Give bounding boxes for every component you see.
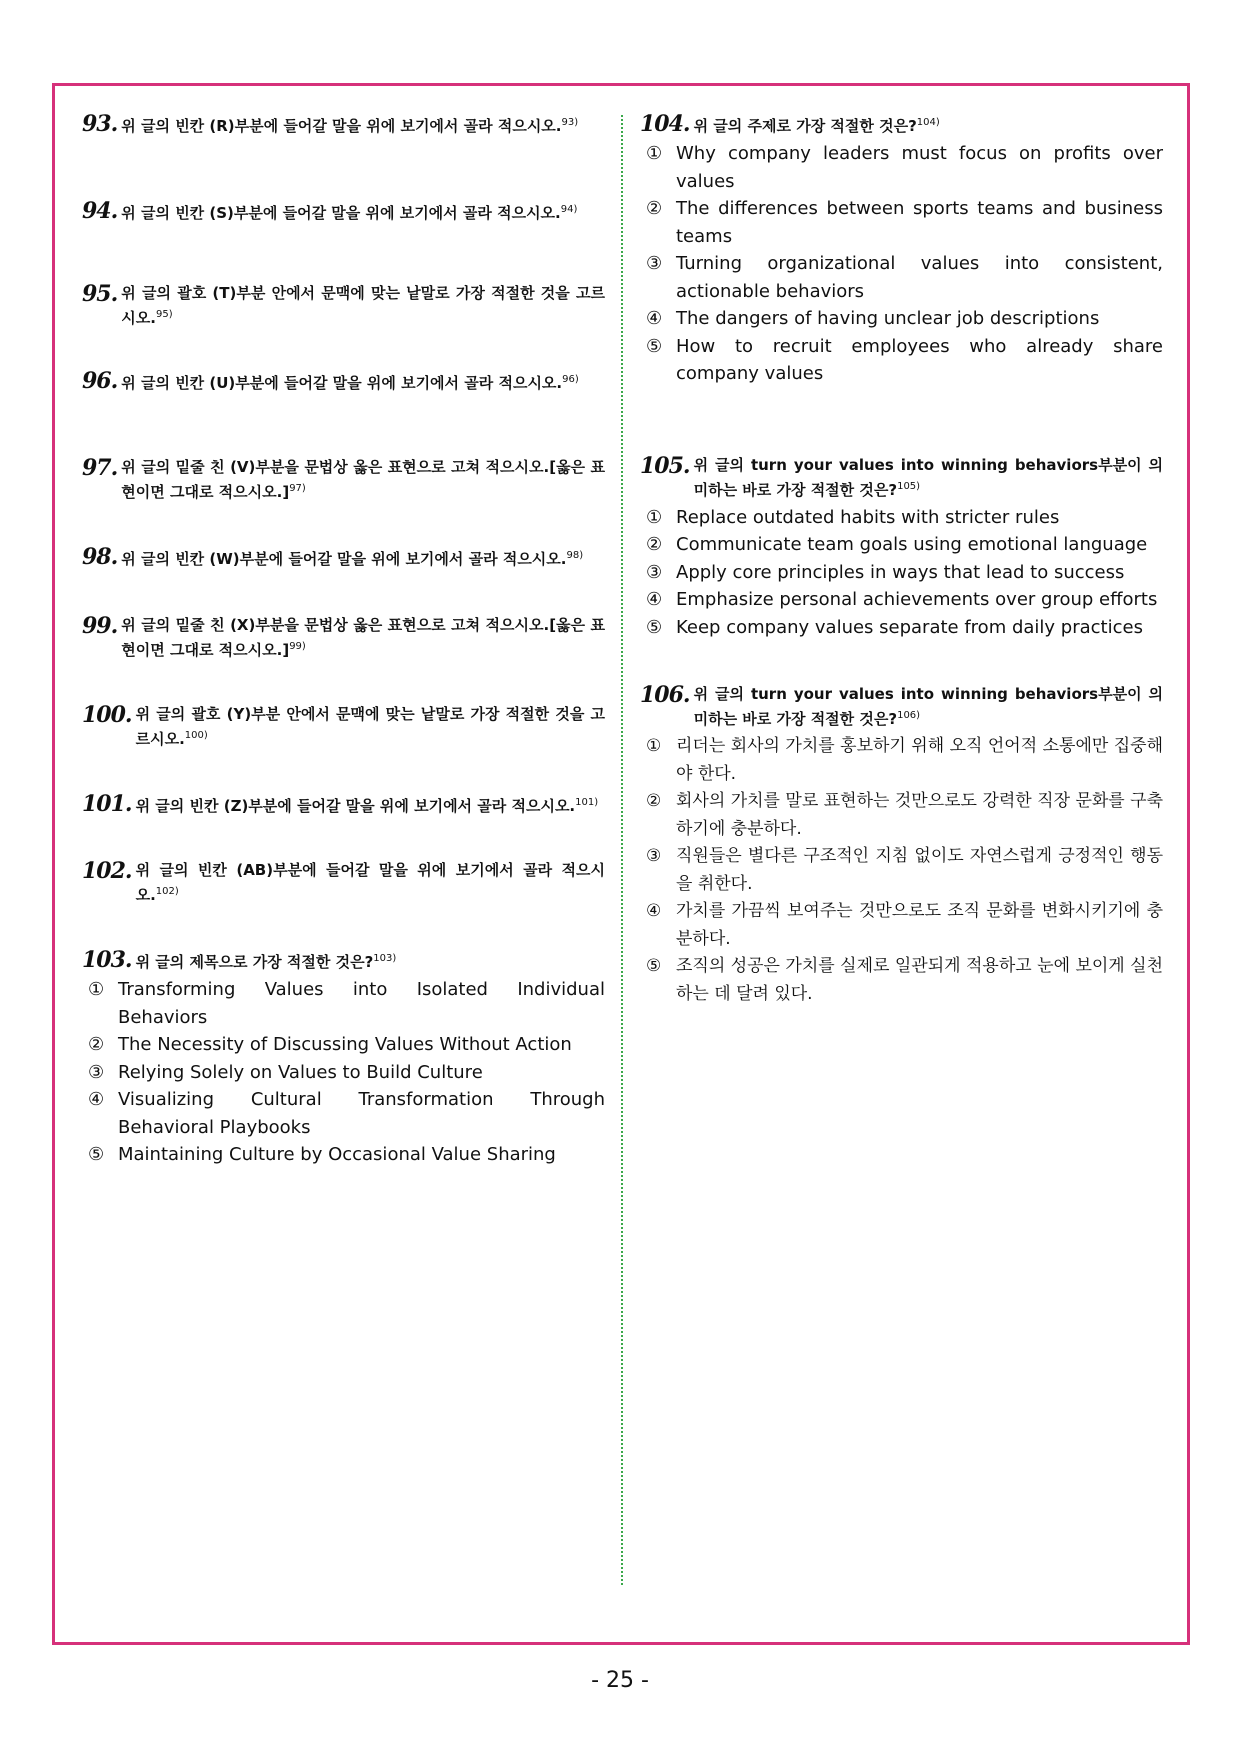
option-marker: ⑤ <box>88 1144 105 1165</box>
right-column <box>640 111 1163 1004</box>
option-text: Relying Solely on Values to Build Culture <box>118 1061 483 1083</box>
answer-option[interactable] <box>646 898 1163 953</box>
option-text: Turning organizational values into consistent, actionable behaviors <box>676 253 1163 302</box>
option-marker: ③ <box>646 253 663 274</box>
answer-option[interactable] <box>646 531 1163 559</box>
option-marker: ① <box>646 506 663 528</box>
option-text: Transforming Values into Isolated Individual Behaviors <box>118 979 605 1028</box>
option-marker: ① <box>88 979 105 1000</box>
option-text: 가치를 가끔씩 보여주는 것만으로도 조직 문화를 변화시키기에 충분하다. <box>676 901 1163 949</box>
footnote-ref: 106) <box>897 710 921 721</box>
footnote-ref: 96) <box>562 374 579 385</box>
answer-options <box>640 504 1163 642</box>
question-prompt: 위 글의 괄호 (T)부분 안에서 문맥에 맞는 낱말로 가장 적절한 것을 고르시오.$^{95)}$ <box>121 284 605 327</box>
question-96 <box>82 369 605 394</box>
question-95 <box>82 282 605 329</box>
question-prompt: 위 글의 turn your values into winning behaviors부분이 의미하는 바로 가장 적절한 것은?$^{106)}$ <box>693 685 1163 728</box>
answer-option[interactable] <box>646 733 1163 788</box>
option-marker: ③ <box>88 1061 105 1083</box>
option-text: Maintaining Culture by Occasional Value Sharing <box>118 1144 556 1165</box>
footnote-ref: 93) <box>561 117 579 128</box>
question-prompt: 위 글의 빈칸 (S)부분에 들어갈 말을 위에 보기에서 골라 적으시오.$^{94)}$ <box>121 204 578 222</box>
column-divider <box>621 115 623 1585</box>
question-prompt: 위 글의 빈칸 (Z)부분에 들어갈 말을 위에 보기에서 골라 적으시오.$^{101)}$ <box>135 797 599 815</box>
option-marker: ① <box>646 143 663 164</box>
answer-option[interactable] <box>646 140 1163 195</box>
question-number: 102. <box>82 858 132 884</box>
footnote-ref: 100) <box>184 730 208 741</box>
question-number: 93. <box>82 111 118 137</box>
footnote-ref: 97) <box>289 483 306 494</box>
option-marker: ④ <box>646 308 663 329</box>
footnote-ref: 103) <box>373 953 397 964</box>
question-number: 96. <box>82 368 118 394</box>
question-103 <box>82 948 605 1169</box>
answer-option[interactable] <box>646 250 1163 305</box>
footnote-ref: 99) <box>289 641 306 652</box>
page-number: - 25 - <box>591 1668 649 1693</box>
question-number: 98. <box>82 544 118 570</box>
option-text: The Necessity of Discussing Values Without Action <box>118 1034 572 1055</box>
option-text: 회사의 가치를 말로 표현하는 것만으로도 강력한 직장 문화를 구축하기에 충분하다. <box>676 791 1163 839</box>
footnote-ref: 102) <box>155 886 179 897</box>
question-prompt: 위 글의 빈칸 (U)부분에 들어갈 말을 위에 보기에서 골라 적으시오.$^{96)}$ <box>121 374 579 392</box>
option-text: The dangers of having unclear job descriptions <box>676 308 1100 329</box>
footnote-ref: 94) <box>560 204 578 215</box>
question-number: 104. <box>640 111 690 137</box>
question-prompt: 위 글의 주제로 가장 적절한 것은?$^{104)}$ <box>693 117 940 135</box>
option-text: Keep company values separate from daily practices <box>676 616 1143 638</box>
option-text: 조직의 성공은 가치를 실제로 일관되게 적용하고 눈에 보이게 실천하는 데 달려 있다. <box>676 956 1163 1004</box>
question-prompt: 위 글의 밑줄 친 (X)부분을 문법상 옳은 표현으로 고쳐 적으시오.[옳은 표현이면 그대로 적으시오.]$^{99)}$ <box>121 616 605 659</box>
footnote-ref: 105) <box>897 480 921 492</box>
option-marker: ① <box>646 736 662 756</box>
question-100 <box>82 703 605 750</box>
question-number: 106. <box>640 682 690 708</box>
option-text: Why company leaders must focus on profits over values <box>676 143 1163 192</box>
option-text: Apply core principles in ways that lead to success <box>676 561 1125 583</box>
question-prompt: 위 글의 제목으로 가장 적절한 것은?$^{103)}$ <box>135 953 397 971</box>
option-marker: ④ <box>88 1089 105 1110</box>
footnote-ref: 98) <box>566 550 584 561</box>
option-marker: ⑤ <box>646 956 662 976</box>
question-94 <box>82 199 605 224</box>
option-marker: ② <box>646 791 662 811</box>
question-105 <box>640 454 1163 642</box>
answer-option[interactable] <box>88 1031 605 1059</box>
option-text: How to recruit employees who already share company values <box>676 335 1163 384</box>
option-text: 리더는 회사의 가치를 홍보하기 위해 오직 언어적 소통에만 집중해야 한다. <box>676 736 1163 784</box>
question-prompt: 위 글의 밑줄 친 (V)부분을 문법상 옳은 표현으로 고쳐 적으시오.[옳은 표현이면 그대로 적으시오.]$^{97)}$ <box>121 458 605 501</box>
question-number: 105. <box>640 452 690 479</box>
footnote-ref: 95) <box>155 309 173 320</box>
option-text: The differences between sports teams and business teams <box>676 198 1163 247</box>
footnote-ref: 104) <box>916 117 940 128</box>
answer-option[interactable] <box>88 1141 605 1169</box>
answer-option[interactable] <box>88 1059 605 1087</box>
question-number: 101. <box>82 791 132 817</box>
question-prompt: 위 글의 빈칸 (AB)부분에 들어갈 말을 위에 보기에서 골라 적으시오.$^{102)}$ <box>135 861 605 904</box>
answer-option[interactable] <box>646 333 1163 388</box>
question-prompt: 위 글의 turn your values into winning behaviors부분이 의미하는 바로 가장 적절한 것은?$^{105)}$ <box>693 455 1163 499</box>
option-marker: ② <box>88 1034 105 1055</box>
question-prompt: 위 글의 빈칸 (R)부분에 들어갈 말을 위에 보기에서 골라 적으시오.$^{93)}$ <box>121 117 579 135</box>
question-102 <box>82 859 605 906</box>
question-97 <box>82 456 605 503</box>
option-marker: ④ <box>646 589 663 610</box>
option-text: 직원들은 별다른 구조적인 지침 없이도 자연스럽게 긍정적인 행동을 취한다. <box>676 846 1163 894</box>
answer-option[interactable] <box>88 1086 605 1141</box>
question-number: 100. <box>82 702 132 728</box>
answer-option[interactable] <box>646 559 1163 587</box>
answer-option[interactable] <box>88 976 605 1031</box>
answer-option[interactable] <box>646 504 1163 532</box>
option-marker: ② <box>646 198 663 219</box>
question-prompt: 위 글의 괄호 (Y)부분 안에서 문맥에 맞는 낱말로 가장 적절한 것을 고르시오.$^{100)}$ <box>135 705 605 748</box>
question-number: 97. <box>82 455 118 481</box>
option-marker: ④ <box>646 901 662 921</box>
question-number: 99. <box>82 613 118 639</box>
answer-option[interactable] <box>646 305 1163 333</box>
question-number: 103. <box>82 947 132 973</box>
answer-option[interactable] <box>646 788 1163 843</box>
option-text: Emphasize personal achievements over group efforts <box>676 589 1158 610</box>
option-marker: ⑤ <box>646 616 663 638</box>
option-text: Visualizing Cultural Transformation Through Behavioral Playbooks <box>118 1089 605 1138</box>
question-104 <box>640 112 1163 388</box>
question-101 <box>82 792 605 817</box>
answer-options <box>82 976 605 1169</box>
answer-options <box>640 733 1163 1008</box>
question-99 <box>82 614 605 661</box>
question-106 <box>640 683 1163 1008</box>
left-column <box>82 111 605 1165</box>
footnote-ref: 101) <box>575 797 599 808</box>
option-marker: ⑤ <box>646 335 663 357</box>
answer-option[interactable] <box>646 953 1163 1008</box>
option-marker: ② <box>646 534 663 555</box>
question-prompt: 위 글의 빈칸 (W)부분에 들어갈 말을 위에 보기에서 골라 적으시오.$^{98)}$ <box>121 550 584 568</box>
option-marker: ③ <box>646 561 663 583</box>
answer-option[interactable] <box>646 843 1163 898</box>
question-98 <box>82 545 605 570</box>
answer-option[interactable] <box>646 614 1163 642</box>
answer-options <box>640 140 1163 388</box>
option-marker: ③ <box>646 846 662 866</box>
answer-option[interactable] <box>646 195 1163 250</box>
question-number: 95. <box>82 281 118 307</box>
question-93 <box>82 112 605 137</box>
question-number: 94. <box>82 198 118 224</box>
answer-option[interactable] <box>646 586 1163 614</box>
option-text: Communicate team goals using emotional language <box>676 534 1148 555</box>
option-text: Replace outdated habits with stricter rules <box>676 506 1060 528</box>
